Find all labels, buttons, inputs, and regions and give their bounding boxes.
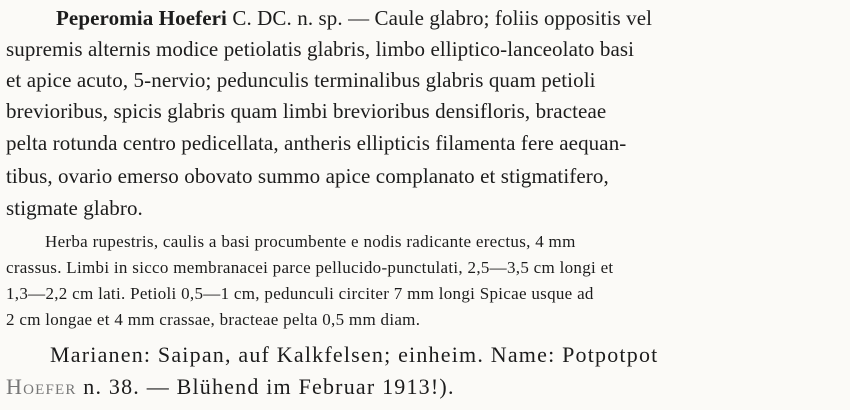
species-heading-line xyxy=(56,6,652,31)
locality-collector-line xyxy=(6,374,455,400)
description-line: pelta rotunda centro pedicellata, antheris ellipticis filamenta fere aequan- xyxy=(6,131,627,155)
description-line: tibus, ovario emerso obovato summo apice complanato et stigmatifero, xyxy=(6,164,609,188)
description-line: brevioribus, spicis glabris quam limbi brevioribus densifloris, bracteae xyxy=(6,99,607,123)
species-name: Peperomia Hoeferi xyxy=(56,6,227,30)
collector-name: Hoefer xyxy=(6,374,77,399)
notes-line: Herba rupestris, caulis a basi procumbente e nodis radicante erectus, 4 mm xyxy=(45,232,576,251)
notes-line: 2 cm longae et 4 mm crassae, bracteae pelta 0,5 mm diam. xyxy=(6,310,421,329)
description-line: stigmate glabro. xyxy=(6,196,143,220)
locality-line: Marianen: Saipan, auf Kalkfelsen; einheim. Name: Potpotpot xyxy=(50,342,659,367)
notes-line: 1,3—2,2 cm lati. Petioli 0,5—1 cm, pedunculi circiter 7 mm longi Spicae usque ad xyxy=(6,284,594,303)
description-line: et apice acuto, 5-nervio; pedunculis terminalibus glabris quam petioli xyxy=(6,68,596,92)
notes-line: crassus. Limbi in sicco membranacei parce pellucido-punctulati, 2,5—3,5 cm longi et xyxy=(6,258,614,277)
description-line: supremis alternis modice petiolatis glabris, limbo elliptico-lanceolato basi xyxy=(6,37,635,61)
species-heading-rest: C. DC. n. sp. — Caule glabro; foliis oppositis vel xyxy=(227,6,653,30)
locality-date: n. 38. — Blühend im Februar 1913!). xyxy=(76,374,455,399)
